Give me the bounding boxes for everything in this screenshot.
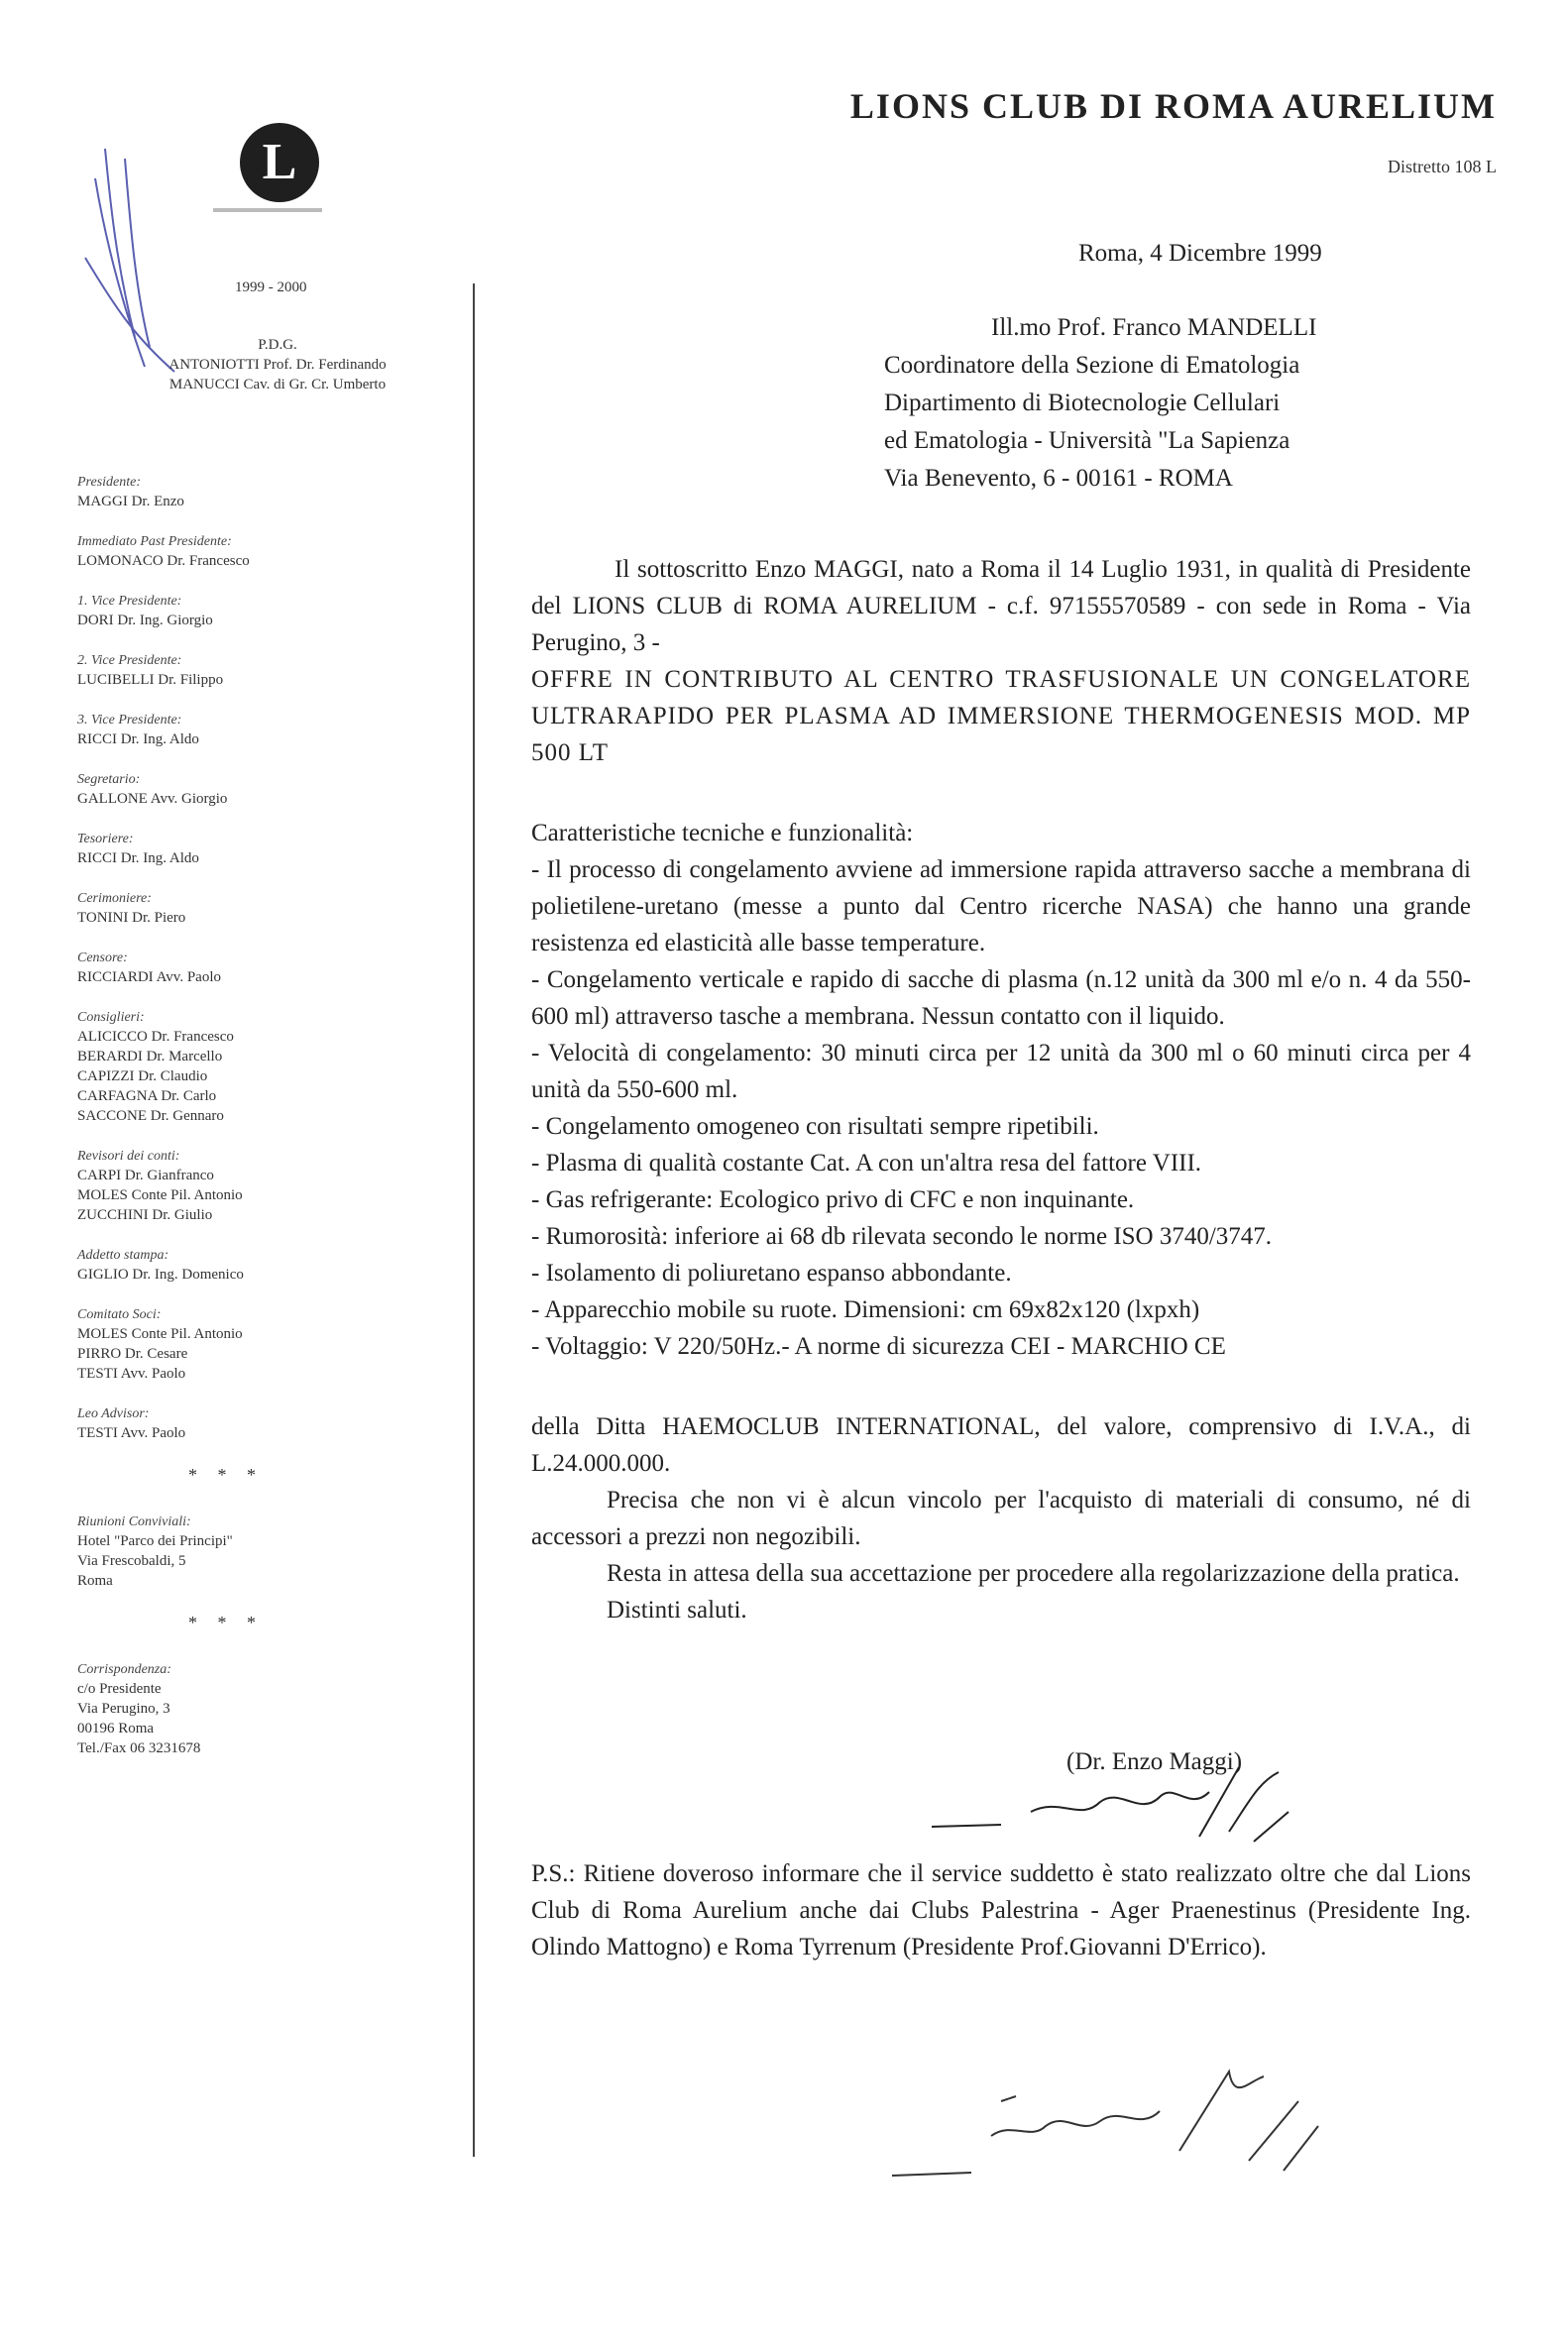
officer-role: Addetto stampa:	[77, 1248, 169, 1263]
feature-item: - Gas refrigerante: Ecologico privo di CFC e non inquinante.	[531, 1186, 1135, 1213]
feature-item: - Velocità di congelamento: 30 minuti circa per 12 unità da 300 ml o 60 minuti circa per 4 unità da 550-600 ml.	[531, 1040, 1471, 1103]
officer-name: RICCI Dr. Ing. Aldo	[77, 731, 199, 747]
officer-group	[77, 1405, 434, 1443]
officer-role: Presidente:	[77, 475, 142, 490]
officer-role: Tesoriere:	[77, 832, 134, 846]
officer-group	[77, 1247, 434, 1285]
officer-role: Riunioni Conviviali:	[77, 1514, 191, 1529]
term-years: 1999 - 2000	[235, 280, 307, 295]
officer-name: DORI Dr. Ing. Giorgio	[77, 613, 213, 628]
officer-name: LOMONACO Dr. Francesco	[77, 553, 250, 569]
offer-paragraph: OFFRE IN CONTRIBUTO AL CENTRO TRASFUSIONALE UN CONGELATORE ULTRARAPIDO PER PLASMA AD IMMERSIONE THERMOGENESIS MOD. MP 500 LT	[531, 666, 1471, 766]
officer-name: ALICICCO Dr. Francesco	[77, 1029, 234, 1045]
vincolo-paragraph: Precisa che non vi è alcun vincolo per l'acquisto di materiali di consumo, né di accessori a prezzi non negozibili.	[531, 1487, 1471, 1550]
officer-name: GIGLIO Dr. Ing. Domenico	[77, 1267, 244, 1283]
postscript-paragraph: P.S.: Ritiene doveroso informare che il service suddetto è stato realizzato oltre che dal Lions Club di Roma Aurelium anche dai Clubs Palestrina - Ager Praenestinus (Presidente Ing. Olindo Mattogno) e Roma Tyrrenum (Presidente Prof.Giovanni D'Errico).	[531, 1860, 1471, 1960]
officer-name: TESTI Avv. Paolo	[77, 1366, 186, 1382]
handwritten-signature	[912, 1742, 1328, 1851]
officer-name: LUCIBELLI Dr. Filippo	[77, 672, 224, 688]
closing-line: Distinti saluti.	[607, 1597, 747, 1624]
signature-name: (Dr. Enzo Maggi)	[1066, 1748, 1243, 1775]
officer-name: MOLES Conte Pil. Antonio	[77, 1187, 243, 1203]
officer-name: BERARDI Dr. Marcello	[77, 1049, 223, 1064]
feature-item: - Congelamento omogeneo con risultati sempre ripetibili.	[531, 1113, 1099, 1140]
feature-item: - Apparecchio mobile su ruote. Dimensioni: cm 69x82x120 (lxpxh)	[531, 1296, 1200, 1323]
officer-role: Cerimoniere:	[77, 891, 152, 906]
pdg-name: MANUCCI Cav. di Gr. Cr. Umberto	[168, 377, 387, 392]
officer-name: CARFAGNA Dr. Carlo	[77, 1088, 217, 1104]
officer-group	[77, 771, 434, 809]
officer-name: ZUCCHINI Dr. Giulio	[77, 1207, 213, 1223]
lions-logo-icon: L	[240, 123, 319, 202]
officer-name: TONINI Dr. Piero	[77, 910, 186, 926]
addressee-line: Dipartimento di Biotecnologie Cellulari	[884, 390, 1281, 416]
officer-name: SACCONE Dr. Gennaro	[77, 1108, 224, 1124]
letter-body	[531, 551, 1471, 1628]
officer-group	[77, 890, 434, 928]
officer-role: Immediato Past Presidente:	[77, 534, 232, 549]
officer-name: MOLES Conte Pil. Antonio	[77, 1326, 243, 1342]
officer-name: RICCIARDI Avv. Paolo	[77, 969, 222, 985]
officer-group	[77, 652, 434, 690]
officer-name: c/o Presidente	[77, 1681, 162, 1697]
officer-group	[77, 474, 434, 511]
officer-name: Via Frescobaldi, 5	[77, 1553, 186, 1569]
officer-role: 2. Vice Presidente:	[77, 653, 182, 668]
handwritten-signature-second	[882, 2042, 1378, 2190]
officer-name: MAGGI Dr. Enzo	[77, 494, 184, 509]
officer-name: Tel./Fax 06 3231678	[77, 1740, 201, 1756]
feature-item: - Rumorosità: inferiore ai 68 db rilevata secondo le norme ISO 3740/3747.	[531, 1223, 1273, 1250]
officer-role: 3. Vice Presidente:	[77, 713, 182, 728]
officer-name: Via Perugino, 3	[77, 1701, 170, 1717]
officer-group	[77, 1513, 434, 1591]
pdg-block	[119, 335, 436, 394]
pdg-label: P.D.G.	[258, 337, 297, 353]
addressee-line: Coordinatore della Sezione di Ematologia	[884, 352, 1300, 379]
district-label: Distretto 108 L	[1388, 157, 1497, 176]
addressee-block	[884, 309, 1499, 498]
intro-paragraph: Il sottoscritto Enzo MAGGI, nato a Roma il 14 Luglio 1931, in qualità di Presidente del LIONS CLUB di ROMA AURELIUM - c.f. 97155570589 - con sede in Roma - Via Perugino, 3 -	[531, 556, 1471, 656]
officer-name: CAPIZZI Dr. Claudio	[77, 1068, 208, 1084]
feature-item: - Isolamento di poliuretano espanso abbondante.	[531, 1260, 1012, 1287]
addressee-line: Ill.mo Prof. Franco MANDELLI	[991, 314, 1317, 341]
stars-divider: * * *	[188, 1613, 264, 1632]
officer-role: Leo Advisor:	[77, 1406, 150, 1421]
officer-role: Corrispondenza:	[77, 1662, 171, 1677]
officer-name: TESTI Avv. Paolo	[77, 1425, 186, 1441]
officer-role: Censore:	[77, 951, 128, 965]
attesa-paragraph: Resta in attesa della sua accettazione per procedere alla regolarizzazione della pratica.	[607, 1560, 1460, 1587]
officer-group	[77, 1009, 434, 1126]
officer-role: Consiglieri:	[77, 1010, 145, 1025]
officer-group	[77, 1306, 434, 1384]
features-title: Caratteristiche tecniche e funzionalità:	[531, 820, 914, 846]
officer-name: RICCI Dr. Ing. Aldo	[77, 850, 199, 866]
column-divider	[473, 283, 475, 2157]
officer-group	[77, 831, 434, 868]
officer-role: 1. Vice Presidente:	[77, 594, 182, 609]
officer-name: CARPI Dr. Gianfranco	[77, 1168, 214, 1183]
officer-group	[77, 593, 434, 630]
officer-name: GALLONE Avv. Giorgio	[77, 791, 228, 807]
club-title: LIONS CLUB DI ROMA AURELIUM	[849, 86, 1497, 126]
officer-group	[77, 1148, 434, 1225]
officer-name: PIRRO Dr. Cesare	[77, 1346, 188, 1362]
letter-date: Roma, 4 Dicembre 1999	[1078, 240, 1322, 267]
officer-role: Revisori dei conti:	[77, 1149, 180, 1164]
officer-name: Hotel "Parco dei Principi"	[77, 1533, 233, 1549]
officer-role: Comitato Soci:	[77, 1307, 162, 1322]
addressee-line: Via Benevento, 6 - 00161 - ROMA	[884, 465, 1233, 492]
officers-list	[77, 474, 434, 1780]
officer-group	[77, 1661, 434, 1758]
officer-name: Roma	[77, 1573, 113, 1589]
addressee-line: ed Ematologia - Università "La Sapienza	[884, 427, 1290, 454]
logo-caption-mark	[208, 203, 327, 217]
feature-item: - Il processo di congelamento avviene ad immersione rapida attraverso sacche a membrana di polietilene-uretano (messe a punto dal Centro ricerche NASA) che hanno una grande resistenza ed elasticità alle basse temperature.	[531, 856, 1471, 956]
pdg-name: ANTONIOTTI Prof. Dr. Ferdinando	[168, 357, 387, 373]
feature-item: - Plasma di qualità costante Cat. A con un'altra resa del fattore VIII.	[531, 1150, 1202, 1176]
officer-name: 00196 Roma	[77, 1721, 155, 1736]
officer-role: Segretario:	[77, 772, 141, 787]
feature-item: - Voltaggio: V 220/50Hz.- A norme di sicurezza CEI - MARCHIO CE	[531, 1333, 1226, 1360]
officer-group	[77, 533, 434, 571]
stars-divider: * * *	[188, 1465, 264, 1485]
feature-item: - Congelamento verticale e rapido di sacche di plasma (n.12 unità da 300 ml e/o n. 4 da 550-600 ml) attraverso tasche a membrana. Nessun contatto con il liquido.	[531, 966, 1471, 1030]
company-paragraph: della Ditta HAEMOCLUB INTERNATIONAL, del valore, comprensivo di I.V.A., di L.24.000.000.	[531, 1413, 1471, 1477]
officer-group	[77, 950, 434, 987]
officer-group	[77, 712, 434, 749]
